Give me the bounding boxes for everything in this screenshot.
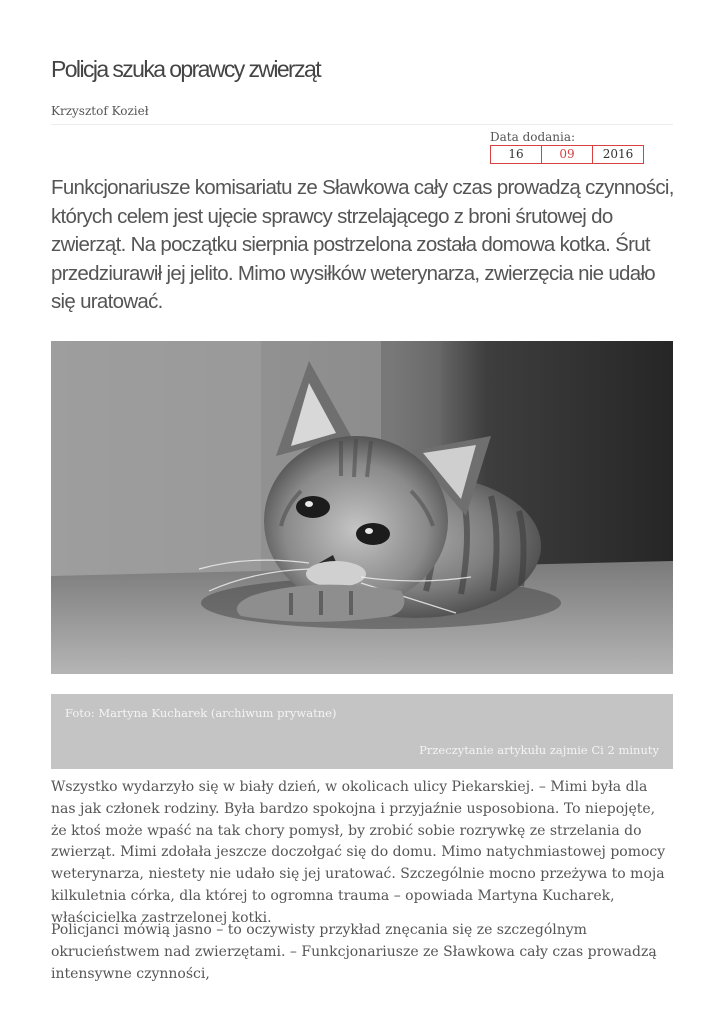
header-divider: [51, 124, 673, 125]
date-day: 16: [508, 147, 524, 161]
photo-caption: Foto: Martyna Kucharek (archiwum prywatne): [65, 706, 337, 720]
article-author: Krzysztof Kozieł: [51, 104, 149, 118]
publish-date: [490, 145, 644, 164]
article-title: Policja szuka oprawcy zwierząt: [51, 56, 321, 82]
article-paragraph: Wszystko wydarzyło się w biały dzień, w okolicach ulicy Piekarskiej. – Mimi była dla nas jak członek rodziny. Była bardzo spokojna i przyjaźnie usposobiona. To niepojęte, że ktoś może wpaść na tak chory pomysł, by zrobić sobie rozrywkę ze strzelania do zwierząt. Mimi zdołała jeszcze doczołgać się do domu. Mimo natychmiastowej pomocy weterynarza, niestety nie udało się jej uratować. Szczególnie mocno przeżywa to moja kilkuletnia córka, dla której to ogromna trauma – opowiada Martyna Kucharek, właścicielka zastrzelonej kotki.: [51, 779, 666, 926]
article-lead: Funkcjonariusze komisariatu ze Sławkowa cały czas prowadzą czynności, których celem jest ujęcie sprawcy strzelającego z broni śrutowej do zwierząt. Na początku sierpnia postrzelona została domowa kotka. Śrut przedziurawił jej jelito. Mimo wysiłków weterynarza, zwierzęcia nie udało się uratować.: [51, 176, 674, 313]
date-label: Data dodania:: [490, 130, 576, 144]
photo-caption-bar: [51, 694, 673, 769]
article-photo: [51, 341, 673, 674]
date-month: 09: [541, 146, 593, 163]
kitten-photo: [51, 341, 673, 674]
reading-time: Przeczytanie artykułu zajmie Ci 2 minuty: [419, 743, 659, 757]
article-paragraph: Policjanci mówią jasno – to oczywisty przykład znęcania się ze szczególnym okrucieństwem nad zwierzętami. – Funkcjonariusze ze Sławkowa cały czas prowadzą intensywne czynności,: [51, 922, 657, 982]
date-year: 2016: [602, 147, 634, 161]
